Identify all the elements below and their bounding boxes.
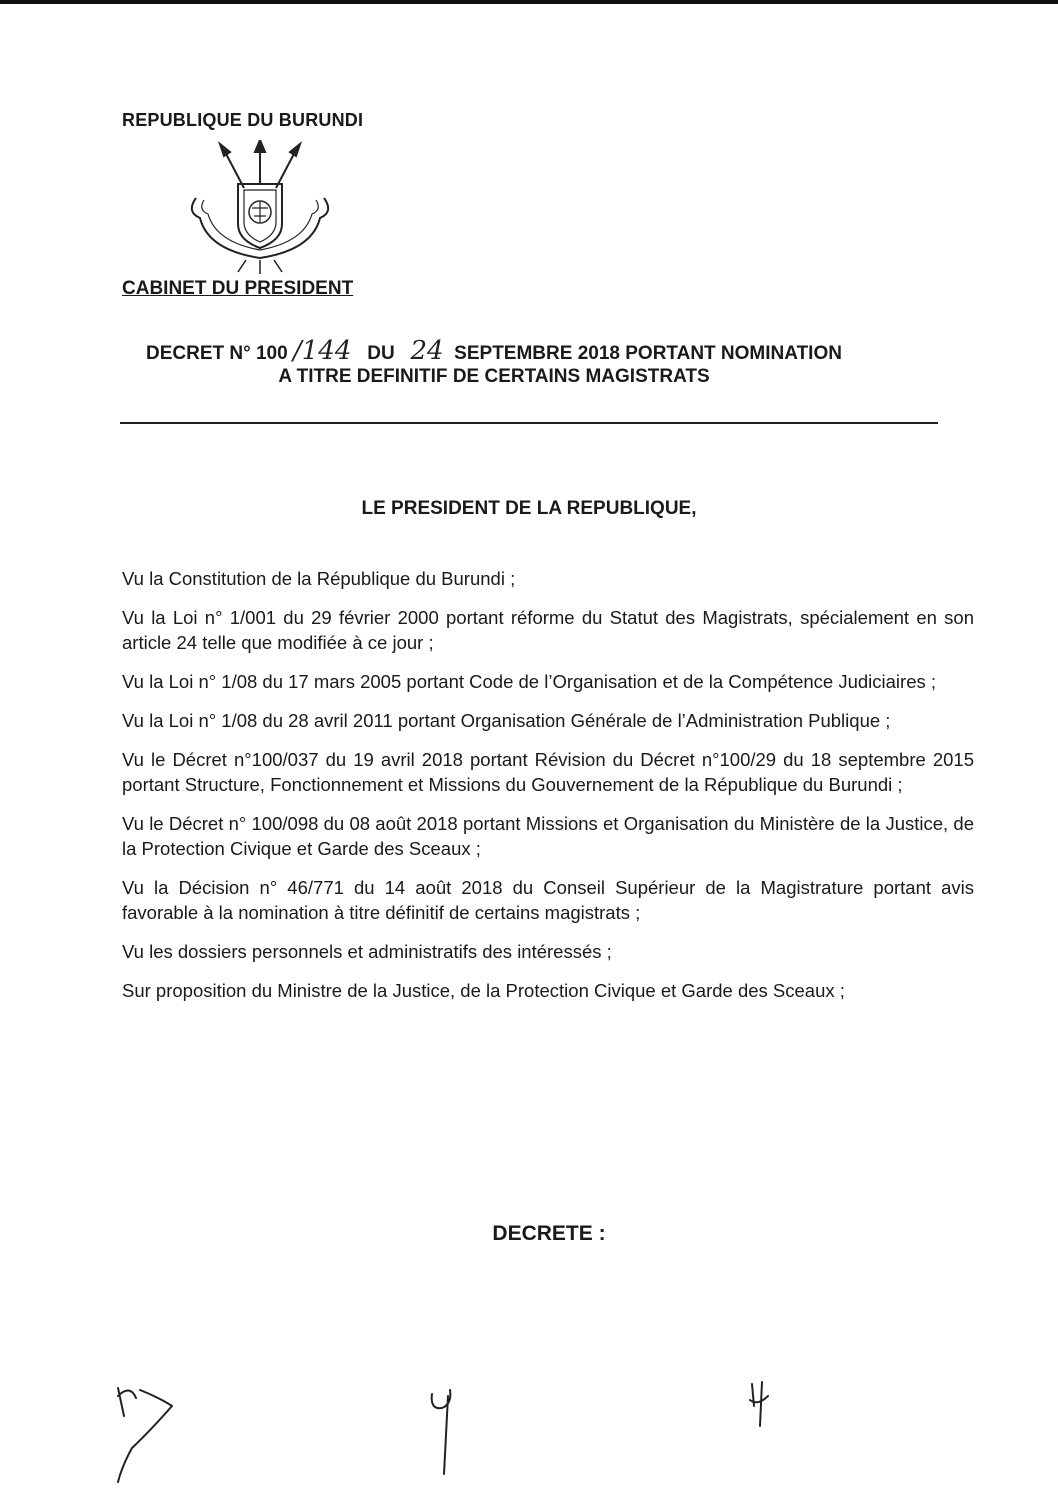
consideration-paragraph: Sur proposition du Ministre de la Justice, de la Protection Civique et Garde des Sceaux ; [122, 980, 845, 1001]
decree-day-handwritten: 24 [410, 336, 444, 366]
decree-number-prefix: DECRET N° 100 [146, 343, 288, 364]
initials-signature-left [110, 1376, 190, 1486]
decree-title-line-1-rest: SEPTEMBRE 2018 PORTANT NOMINATION [454, 343, 842, 364]
coat-of-arms-emblem [186, 140, 334, 276]
decrete-heading: DECRETE : [492, 1222, 606, 1245]
initials-signature-middle [420, 1382, 470, 1482]
consideration-paragraph: Vu le Décret n°100/037 du 19 avril 2018 portant Révision du Décret n°100/29 du 18 septembre 2015 portant Structure, Fonctionnement et Missions du Gouvernement de la République du Burundi ; [122, 749, 974, 795]
decree-title-line-1 [146, 336, 842, 366]
title-divider [120, 422, 938, 424]
republic-name: REPUBLIQUE DU BURUNDI [122, 110, 364, 130]
decree-title-line-2: A TITRE DEFINITIF DE CERTAINS MAGISTRATS [278, 366, 710, 387]
consideration-paragraph: Vu les dossiers personnels et administratifs des intéressés ; [122, 941, 612, 962]
consideration-paragraph: Vu la Décision n° 46/771 du 14 août 2018 du Conseil Supérieur de la Magistrature portant avis favorable à la nomination à titre définitif de certains magistrats ; [122, 877, 974, 923]
cabinet-heading: CABINET DU PRESIDENT [122, 278, 354, 299]
scan-top-border [0, 0, 1058, 4]
consideration-paragraph: Vu la Constitution de la République du Burundi ; [122, 568, 516, 589]
decree-number-handwritten: /144 [292, 336, 352, 366]
considerations-list [122, 566, 974, 1017]
president-heading: LE PRESIDENT DE LA REPUBLIQUE, [361, 498, 697, 519]
consideration-paragraph: Vu la Loi n° 1/08 du 17 mars 2005 portant Code de l’Organisation et de la Compétence Judiciaires ; [122, 671, 937, 692]
initials-signature-right [740, 1376, 780, 1436]
decree-du: DU [367, 343, 395, 364]
consideration-paragraph: Vu la Loi n° 1/001 du 29 février 2000 portant réforme du Statut des Magistrats, spécialement en son article 24 telle que modifiée à ce jour ; [122, 607, 974, 653]
consideration-paragraph: Vu le Décret n° 100/098 du 08 août 2018 portant Missions et Organisation du Ministère de la Justice, de la Protection Civique et Garde des Sceaux ; [122, 813, 974, 859]
consideration-paragraph: Vu la Loi n° 1/08 du 28 avril 2011 portant Organisation Générale de l’Administration Publique ; [122, 710, 891, 731]
